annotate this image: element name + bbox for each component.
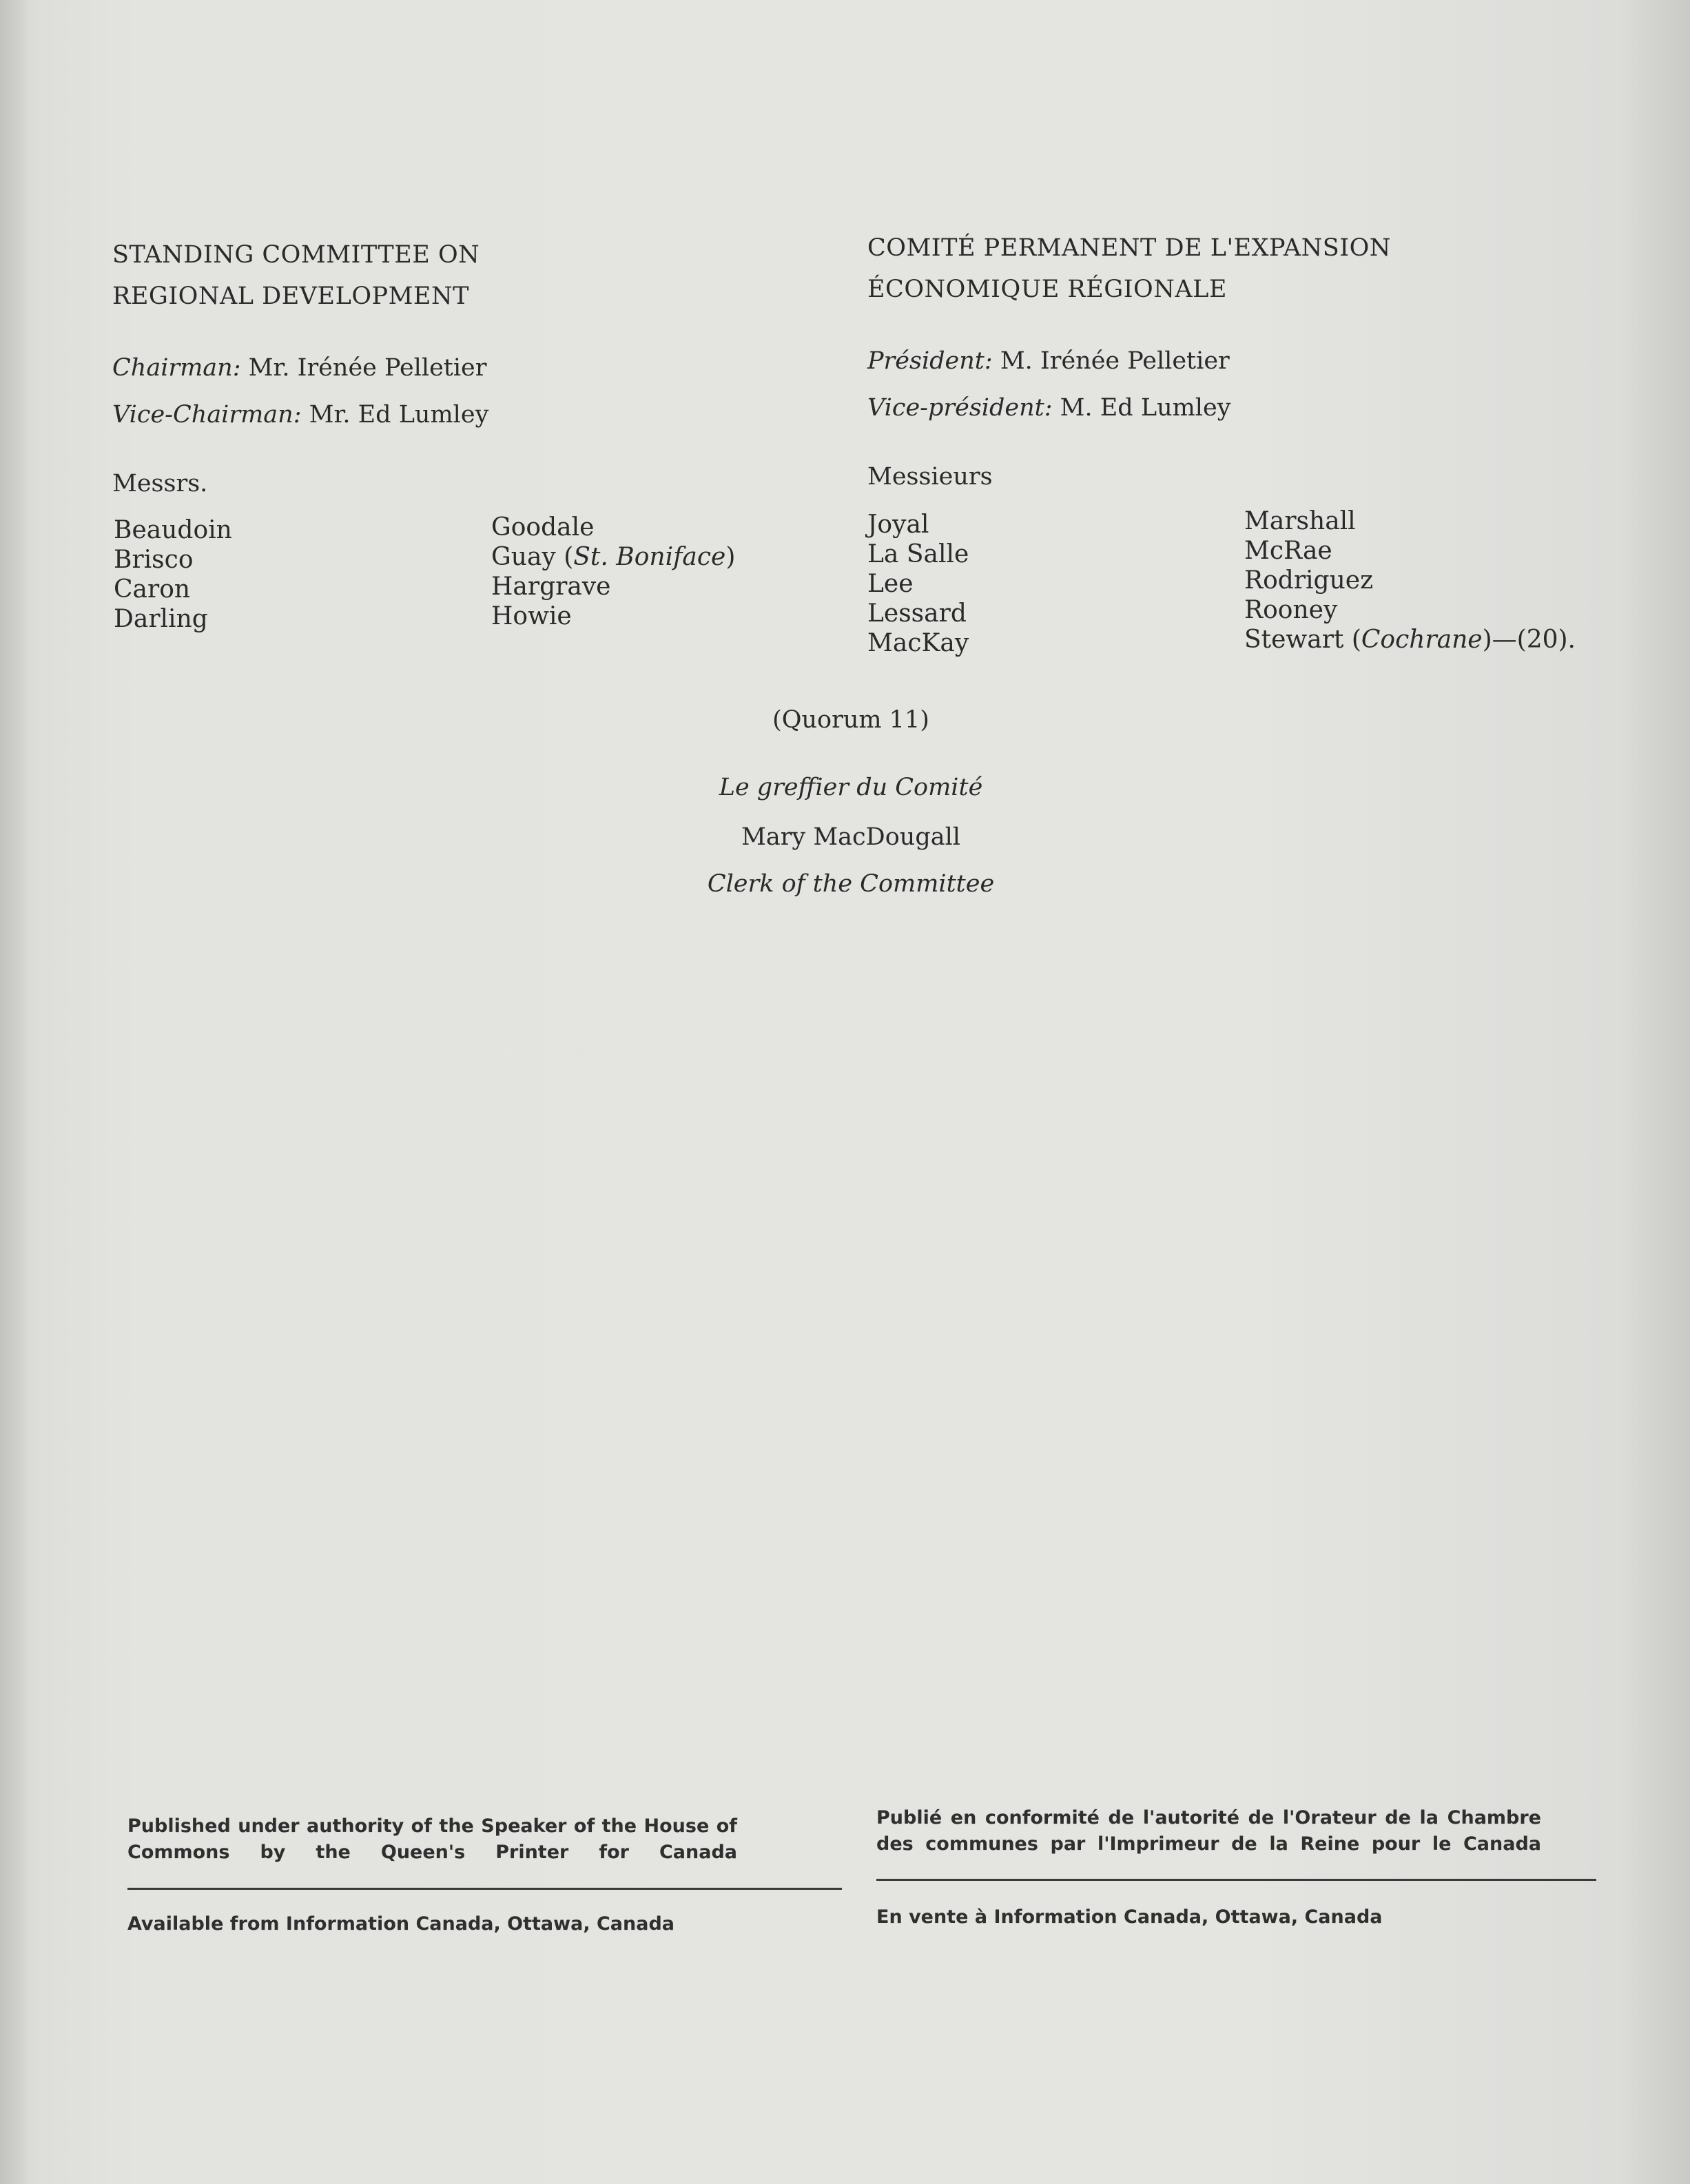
member-name: La Salle xyxy=(867,540,969,568)
french-chairman-line xyxy=(867,338,1230,384)
french-title-line2: ÉCONOMIQUE RÉGIONALE xyxy=(867,276,1227,303)
english-officers xyxy=(112,344,488,438)
footer-available-english: Available from Information Canada, Ottawa, Canada xyxy=(127,1913,674,1935)
quorum: (Quorum 11) xyxy=(772,706,929,734)
member-name: Darling xyxy=(114,605,208,633)
french-members-col2 xyxy=(1244,506,1576,655)
english-members-col1 xyxy=(114,515,232,634)
member-name: Brisco xyxy=(114,546,194,574)
english-members-col2 xyxy=(491,513,735,631)
clerk-title-english: Clerk of the Committee xyxy=(707,870,995,898)
french-vice-chairman-name: M. Ed Lumley xyxy=(1060,394,1231,422)
footer-published-english: Published under authority of the Speaker of the House of Commons by the Queen's Printer for Canada xyxy=(127,1815,737,1863)
english-vice-chairman-name: Mr. Ed Lumley xyxy=(309,401,489,429)
member-stewart-suffix: )—(20). xyxy=(1482,626,1576,654)
french-vice-chairman-line xyxy=(867,384,1230,431)
member-name-guay xyxy=(491,542,735,572)
english-vice-chairman-line xyxy=(112,391,488,438)
english-chairman-name: Mr. Irénée Pelletier xyxy=(248,354,487,382)
french-title-line1: COMITÉ PERMANENT DE L'EXPANSION xyxy=(867,234,1391,262)
footer-rule-english xyxy=(127,1888,842,1890)
member-guay-riding: St. Boniface xyxy=(573,543,726,571)
member-name: Beaudoin xyxy=(114,516,232,544)
clerk-name: Mary MacDougall xyxy=(741,823,960,851)
member-name: Rodriguez xyxy=(1244,566,1374,595)
member-name: Joyal xyxy=(867,511,929,539)
member-name: McRae xyxy=(1244,537,1332,565)
member-guay-prefix: Guay ( xyxy=(491,543,574,571)
french-members-label: Messieurs xyxy=(867,463,993,491)
member-stewart-riding: Cochrane xyxy=(1361,626,1483,654)
english-title-line2: REGIONAL DEVELOPMENT xyxy=(112,282,469,310)
member-guay-suffix: ) xyxy=(725,543,736,571)
member-name-stewart xyxy=(1244,625,1576,655)
member-name: Caron xyxy=(114,575,191,604)
member-name: Rooney xyxy=(1244,596,1338,624)
footer-available-french: En vente à Information Canada, Ottawa, Canada xyxy=(876,1906,1383,1928)
english-chairman-label: Chairman: xyxy=(112,354,241,382)
french-chairman-name: M. Irénée Pelletier xyxy=(1000,347,1230,375)
footer-rule-french xyxy=(876,1879,1596,1881)
french-members-col1 xyxy=(867,510,969,658)
member-name: MacKay xyxy=(867,629,969,657)
clerk-title-french: Le greffier du Comité xyxy=(719,774,983,801)
page-edge xyxy=(0,0,26,2184)
english-members-label: Messrs. xyxy=(112,470,208,497)
member-stewart-prefix: Stewart ( xyxy=(1244,626,1361,654)
english-title-line1: STANDING COMMITTEE ON xyxy=(112,241,480,269)
member-name: Hargrave xyxy=(491,573,611,601)
member-name: Goodale xyxy=(491,513,595,542)
member-name: Lessard xyxy=(867,599,967,628)
english-committee-title xyxy=(112,234,480,317)
member-name: Lee xyxy=(867,570,914,598)
french-chairman-label: Président: xyxy=(867,347,993,375)
member-name: Howie xyxy=(491,602,572,630)
french-vice-chairman-label: Vice-président: xyxy=(867,394,1053,422)
english-vice-chairman-label: Vice-Chairman: xyxy=(112,401,302,429)
english-chairman-line xyxy=(112,344,488,391)
french-officers xyxy=(867,338,1230,431)
french-committee-title xyxy=(867,227,1391,310)
member-name: Marshall xyxy=(1244,507,1356,535)
footer-published-french: Publié en conformité de l'autorité de l'Orateur de la Chambre des communes par l'Imprimeur de la Reine pour le Canada xyxy=(876,1807,1541,1855)
